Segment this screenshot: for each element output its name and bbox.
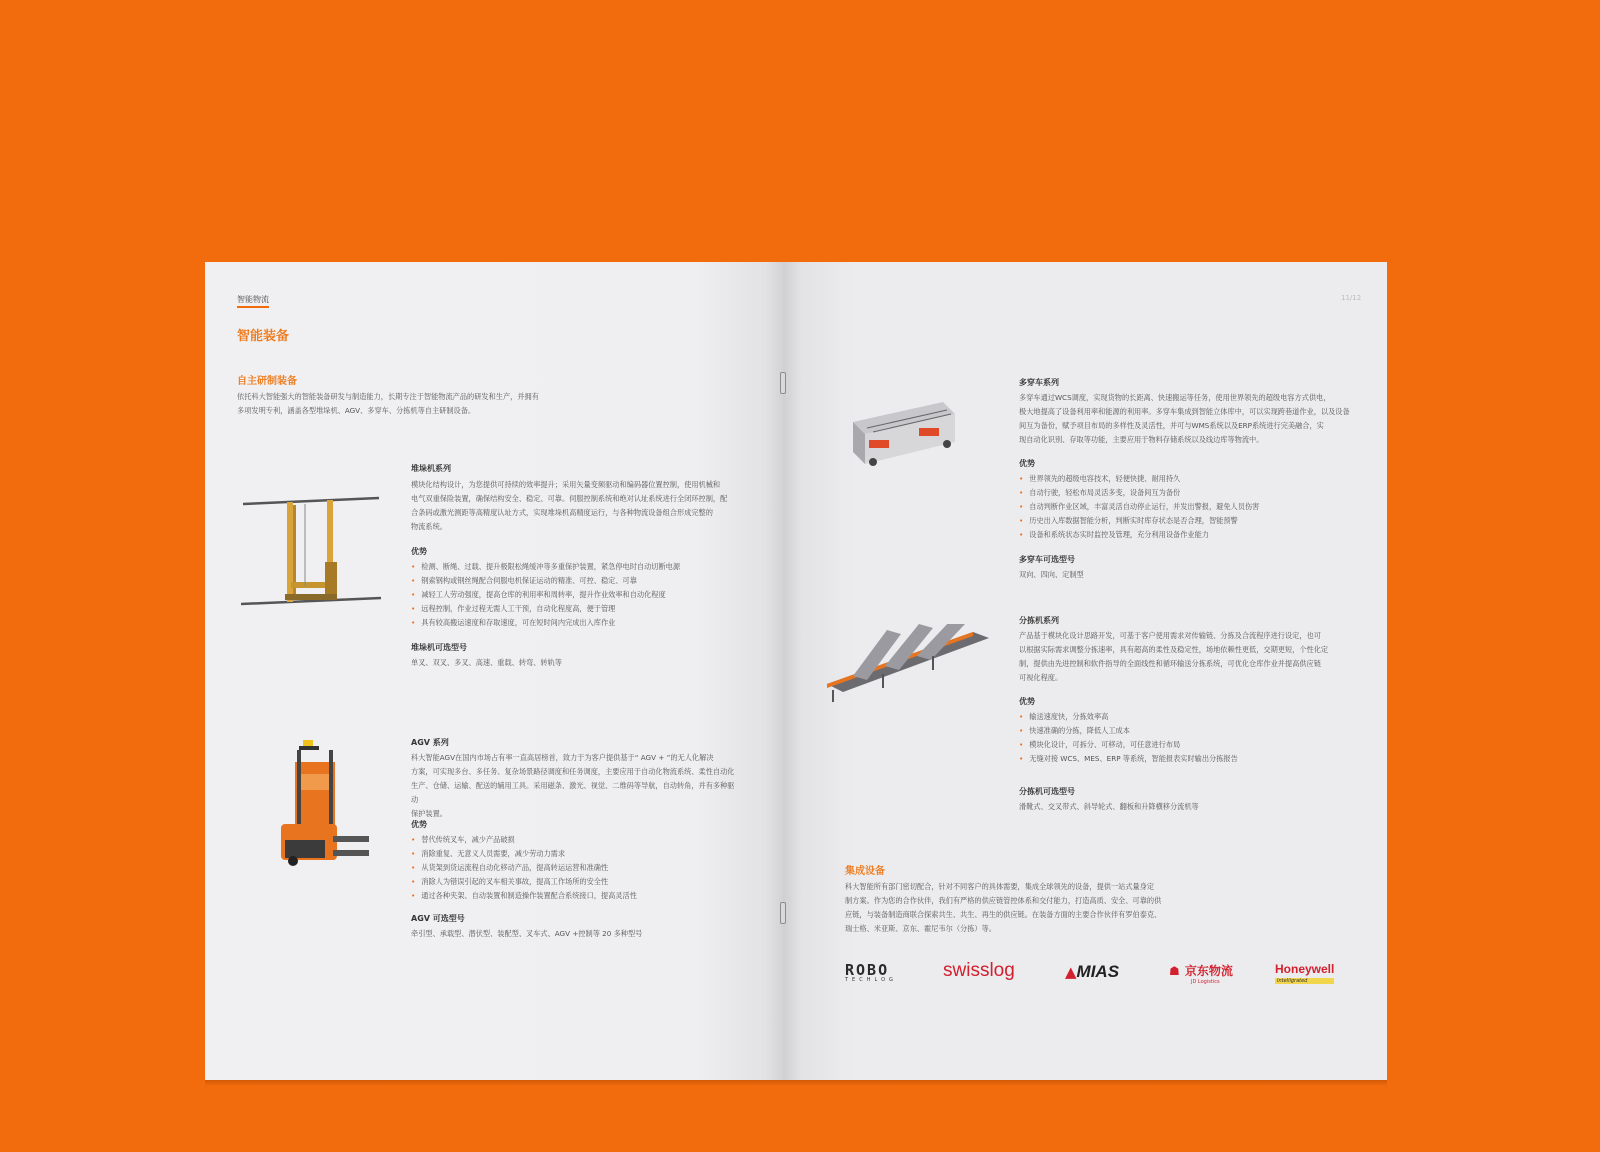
list-item: • 无缝对接 WCS、MES、ERP 等系统，智能报表实时输出分拣报告	[1019, 752, 1359, 766]
list-item: • 检测、断绳、过载、提升极限松绳缓冲等多重保护装置，紧急停电时自动切断电源	[411, 560, 751, 574]
agv-models: 牵引型、承载型、潜伏型、装配型、叉车式、AGV +控制等 20 多种型号	[411, 929, 643, 938]
list-item: • 输送速度快，分拣效率高	[1019, 710, 1359, 724]
section-header: 智能物流	[237, 295, 269, 304]
sorter-conveyor-image	[823, 624, 993, 704]
mias-logo-text: MIAS	[1076, 962, 1120, 981]
list-item: • 减轻工人劳动强度，提高仓库的利用率和周转率，提升作业效率和自动化程度	[411, 588, 751, 602]
list-item: • 通过各种夹架、自动装置和制造操作装置配合系统接口，提高灵活性	[411, 889, 751, 903]
sorter-title: 分拣机系列	[1019, 616, 1059, 625]
desc-line: 产品基于模块化设计思路开发，可基于客户使用需求对传输链、分拣及合流程序进行设定，也可	[1019, 631, 1321, 640]
sorter-advantages	[1019, 710, 1359, 766]
intro-line: 多项发明专利，涵盖各型堆垛机、AGV、多穿车、分拣机等自主研制设备。	[237, 406, 476, 415]
shuttle-adv-title: 优势	[1019, 459, 1035, 468]
list-item: • 消除人为错误引起的叉车相关事故，提高工作场所的安全性	[411, 875, 751, 889]
honeywell-logo	[1275, 958, 1334, 984]
stacker-models-title: 堆垛机可选型号	[411, 643, 467, 652]
agv-adv-title: 优势	[411, 820, 427, 829]
shuttle-models: 双向、四向、定制型	[1019, 570, 1084, 579]
integration-desc	[845, 880, 1185, 936]
agv-models-title: AGV 可选型号	[411, 914, 465, 923]
right-page	[783, 262, 1387, 1080]
desc-line: 制，提供由先进控制和软件指导的全面线性和循环输送分拣系统，可优化仓库作业并提高供应链	[1019, 659, 1321, 668]
integration-title: 集成设备	[845, 866, 885, 877]
desc-line: 生产、仓储、运输、配送的辅用工具。采用磁条、激光、视觉、二维码等导航，自动转角，并有多种驱动	[411, 781, 735, 804]
desc-line: 保护装置。	[411, 809, 447, 818]
shuttle-desc	[1019, 391, 1359, 447]
desc-line: 制方案。作为您的合作伙伴，我们有严格的供应链管控体系和交付能力，打造高质、安全、可靠的供	[845, 896, 1162, 905]
sorter-models: 滑靴式、交叉带式、斜导轮式、翻板和升降横移分流机等	[1019, 802, 1199, 811]
mias-logo	[1065, 962, 1119, 982]
desc-line: 现自动化识别、存取等功能，主要应用于物料存储系统以及线边库等物流中。	[1019, 435, 1264, 444]
desc-line: 瑞士格、米亚斯、京东、霍尼韦尔（分拣）等。	[845, 924, 996, 933]
list-item: • 具有较高搬运速度和存取速度，可在短时间内完成出入库作业	[411, 616, 751, 630]
desc-line: 合条码或激光测距等高精度认址方式，实现堆垛机高精度运行，与各种物流设备组合形成完整的	[411, 508, 713, 517]
desc-line: 应链，与装备制造商联合探索共生、共生、再生的供应链。在装备方面的主要合作伙伴有罗伯泰克、	[845, 910, 1162, 919]
stacker-title: 堆垛机系列	[411, 464, 451, 473]
honeywell-logo-text: Honeywell	[1275, 962, 1335, 976]
desc-line: 科大智能所有部门密切配合，针对不同客户的具体需要，集成全球领先的设备，提供一站式量身定	[845, 882, 1155, 891]
intro-line: 依托科大智能强大的智能装备研发与制造能力，长期专注于智能物流产品的研发和生产，并拥有	[237, 392, 539, 401]
page-title: 智能装备	[237, 329, 290, 344]
list-item: • 钢索钢构或钢丝绳配合伺服电机保证运动的精准、可控、稳定、可靠	[411, 574, 751, 588]
agv-desc	[411, 751, 741, 821]
jd-logo-sub: JD Logistics	[1191, 979, 1220, 985]
desc-line: 极大地提高了设备利用率和能源的利用率。多穿车集成到智能立体库中，可以实现跨巷道作业，以及设备	[1019, 407, 1350, 416]
stacker-desc	[411, 478, 741, 534]
agv-title: AGV 系列	[411, 738, 449, 747]
sorter-models-title: 分拣机可选型号	[1019, 787, 1075, 796]
list-item: • 消除重复、无意义人员需要，减少劳动力需求	[411, 847, 751, 861]
robo-logo-sub: TECHLOG	[845, 977, 897, 983]
list-item: • 替代传统叉车，减少产品破损	[411, 833, 751, 847]
left-page	[205, 262, 783, 1080]
shuttle-car-image	[843, 392, 958, 472]
brochure-spread	[205, 262, 1387, 1080]
list-item: • 远程控制，作业过程无需人工干预，自动化程度高，便于管理	[411, 602, 751, 616]
section-title: 自主研制装备	[237, 376, 297, 387]
agv-advantages	[411, 833, 751, 903]
binding-staple	[780, 372, 786, 394]
jd-logo-text: 京东物流	[1184, 964, 1233, 978]
stacker-crane-image	[239, 490, 389, 615]
list-item: • 世界领先的超级电容技术，轻便快捷、耐用持久	[1019, 472, 1359, 486]
honeywell-logo-sub: Intelligrated	[1275, 978, 1334, 984]
list-item: • 自动行驶，轻松布局灵活多变，设备间互为备份	[1019, 486, 1359, 500]
agv-forklift-image	[277, 740, 372, 868]
sorter-adv-title: 优势	[1019, 697, 1035, 706]
jd-dog-icon: ☗	[1169, 964, 1180, 978]
stacker-advantages	[411, 560, 751, 630]
binding-staple	[780, 902, 786, 924]
list-item: • 快速准确的分拣，降低人工成本	[1019, 724, 1359, 738]
desc-line: 电气双重保险装置，确保结构安全、稳定、可靠。伺服控制系统和绝对认址系统进行全闭环控制，配	[411, 494, 728, 503]
swisslog-logo-text: swisslog	[943, 960, 1015, 981]
desc-line: 可视化程度。	[1019, 673, 1063, 682]
shuttle-title: 多穿车系列	[1019, 378, 1059, 387]
shuttle-advantages	[1019, 472, 1359, 542]
page-shadow	[205, 1080, 1387, 1086]
page-number: 11/12	[1341, 294, 1362, 302]
stacker-adv-title: 优势	[411, 547, 427, 556]
jd-logistics-logo	[1169, 960, 1233, 985]
list-item: • 模块化设计，可拆分、可移动，可任意进行布局	[1019, 738, 1359, 752]
intro-text	[237, 390, 577, 418]
shuttle-models-title: 多穿车可选型号	[1019, 555, 1075, 564]
desc-line: 多穿车通过WCS调度，实现货物的长距离、快速搬运等任务，使用世界领先的超级电容方式供电，	[1019, 393, 1331, 402]
desc-line: 以根据实际需求调整分拣速率，具有超高的柔性及稳定性，场地依赖性更低，交期更短，个性化定	[1019, 645, 1329, 654]
desc-line: 科大智能AGV在国内市场占有率一直高居榜首，致力于为客户提供基于“ AGV + ”的无人化解决	[411, 753, 714, 762]
robotechlog-logo	[845, 960, 897, 983]
list-item: • 历史出入库数据智能分析，判断实时库存状态是否合理，智能预警	[1019, 514, 1359, 528]
header-underline	[237, 306, 269, 308]
sorter-desc	[1019, 629, 1359, 685]
list-item: • 自动判断作业区域，丰富灵活自动停止运行，并发出警报，避免人员伤害	[1019, 500, 1359, 514]
desc-line: 模块化结构设计，为您提供可持续的效率提升；采用矢量变频驱动和编码器位置控制，使用机械和	[411, 480, 721, 489]
desc-line: 间互为备份，赋予项目布局的多样性及灵活性，并可与WMS系统以及ERP系统进行完美融合，实	[1019, 421, 1324, 430]
desc-line: 物流系统。	[411, 522, 447, 531]
desc-line: 方案，可实现多台、多任务、复杂场景路径调度和任务调度，主要应用于自动化物流系统、柔性自动化	[411, 767, 735, 776]
swisslog-logo	[943, 960, 1015, 982]
robo-logo-text: ROBO	[845, 961, 890, 979]
mias-triangle-icon: ▲	[1065, 963, 1077, 981]
list-item: • 从货架到货运流程自动化移动产品，提高转运运营和准确性	[411, 861, 751, 875]
stacker-models: 单叉、双叉、多叉、高速、重载、转弯、转轨等	[411, 658, 562, 667]
list-item: • 设备和系统状态实时监控及管理，充分利用设备作业能力	[1019, 528, 1359, 542]
